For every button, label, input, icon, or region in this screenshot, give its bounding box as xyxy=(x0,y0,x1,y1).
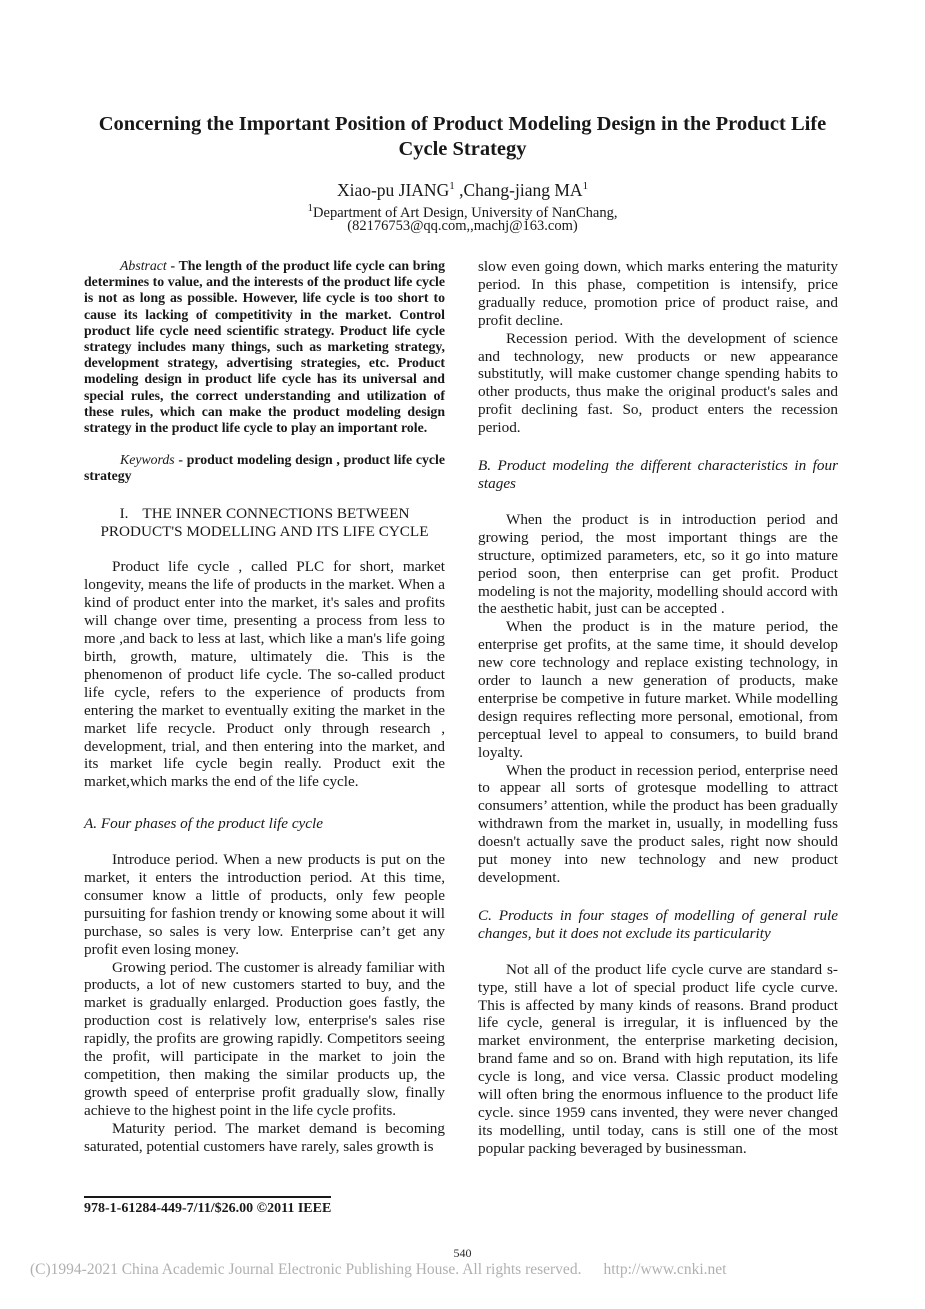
author-2: Chang-jiang MA xyxy=(463,179,583,200)
paragraph-life-cycle-curve: Not all of the product life cycle curve are standard s-type, still have a lot of special product life cycle curve. This is affected by many kinds of reasons. Brand product life cycle, general is irregular, it is influenced by the market environment, the enterprise marketing decision, brand fame and so on. Brand with high reputation, its life cycle is long, and vice versa. Classic product modeling will often bring the enormous influence to the product life cycle. since 1959 cans invented, they were never changed its modelling, until today, cans is still one of the most popular packing beveraged by businessman. xyxy=(478,960,838,1157)
subsection-b-heading: B. Product modeling the different characteristics in four stages xyxy=(478,457,838,492)
keywords-paragraph xyxy=(84,452,445,484)
intro-paragraph: Product life cycle , called PLC for short, market longevity, means the life of products in the market. When a kind of product enter into the market, it's sales and profits will change over time, presenting a process from less to more ,and back to less at last, which like a man's life going birth, growth, mature, ultimately die. This is the phenomenon of product life cycle. The so-called product life cycle, refers to the experience of products from entering the market to eventually exiting the market in the market life recycle. Product only through research , development, trial, and then entering into the market, and its market life cycle begin really. Product exit the market,which marks the end of the life cycle. xyxy=(84,558,445,791)
paper-title: Concerning the Important Position of Product Modeling Design in the Product Life Cycle Strategy xyxy=(98,113,827,160)
section-1-heading-line1: I. THE INNER CONNECTIONS BETWEEN xyxy=(119,504,410,522)
author-separator: , xyxy=(454,179,464,200)
abstract-paragraph xyxy=(84,258,445,436)
page-number: 540 xyxy=(453,1246,472,1260)
watermark-url: http://www.cnki.net xyxy=(603,1261,727,1278)
keywords-dash: - xyxy=(174,452,187,468)
authors-line xyxy=(0,176,925,201)
paragraph-maturity-continuation: slow even going down, which marks entering the maturity period. In this phase, competition is intensify, price gradually reduce, promotion price of product raise, and profit decline. xyxy=(478,258,838,329)
author-1-superscript: 1 xyxy=(449,180,455,192)
contact-emails: (82176753@qq.com,,machj@163.com) xyxy=(347,218,578,234)
subsection-c-heading: C. Products in four stages of modelling of general rule changes, but it does not exclude its particularity xyxy=(478,906,838,942)
author-2-superscript: 1 xyxy=(582,180,589,192)
copyright-isbn-line: 978-1-61284-449-7/11/$26.00 ©2011 IEEE xyxy=(84,1201,332,1216)
section-1-heading xyxy=(84,505,445,541)
abstract-dash: - xyxy=(166,258,179,273)
paragraph-recession-modeling: When the product in recession period, enterprise need to appear all sorts of grotesque modelling to attract consumers’ attention, while the product has been gradually withdrawn from the market in, usually, in modelling fuss doesn't actually save the product sales, right now should put money into new technology and new product development. xyxy=(478,761,838,886)
paragraph-maturity-period: Maturity period. The market demand is becoming saturated, potential customers have rarely, sales growth is xyxy=(84,1119,445,1155)
keywords-label: Keywords xyxy=(120,452,175,468)
left-column xyxy=(84,258,445,1156)
right-column xyxy=(478,258,838,1158)
cnki-watermark xyxy=(30,1261,726,1279)
keywords-text: product modeling design , product life cycle strategy xyxy=(84,452,446,484)
affiliation-superscript: 1 xyxy=(307,202,314,214)
paragraph-introduce-period: Introduce period. When a new products is put on the market, it enters the introduction period. At this time, consumer know a little of products, only few people pursuiting for fashion trendy or knowing some about it will purchase, so sales is very low. Enterprise can’t get any profit even losing money. xyxy=(84,851,445,958)
abstract-text: The length of the product life cycle can bring determines to value, and the interests of the product life cycle is not as long as possible. However, life cycle is too short to cause its lacking of competitivity in the market. Control product life cycle need scientific strategy. Product life cycle strategy includes many things, such as marketing strategy, development strategy, advertising strategies, etc. Product modeling design in product life cycle has its universal and special rules, the correct understanding and utilization of these rules, which can make the product modeling design strategy in the product life cycle to play an important role. xyxy=(84,258,445,436)
paragraph-introduction-growing-modeling: When the product is in introduction period and growing period, the most important things are the structure, optimized parameters, etc, so it go into mature period soon, then enterprise can get profit. Product modeling is not the majority, modelling should accord with the aesthetic habit, just can be accepted . xyxy=(478,510,838,618)
author-1: Xiao-pu JIANG xyxy=(336,179,450,200)
paragraph-growing-period: Growing period. The customer is already familiar with products, a lot of new customers started to buy, and the market is gradually enlarged. Production goes fastly, the production cost is relatively low, enterprise's sales rise rapidly, the profits are growing rapidly. Competitors seeing the profit, will participate in the market to join the competition, then making the similar products up, the growth speed of enterprise profit gradually slow, finally achieve to the highest point in the life cycle profits. xyxy=(84,958,445,1119)
paragraph-recession-period: Recession period. With the development of science and technology, new products or new appearance substitutly, will make customer change spending habits to other products, thus make the original product's sales and profit declining fast. So, product enters the recession period. xyxy=(478,329,838,437)
footnote-divider xyxy=(84,1196,331,1198)
affiliation-text: Department of Art Design, University of NanChang, xyxy=(313,204,618,221)
abstract-label: Abstract xyxy=(120,258,167,273)
section-1-number: I. xyxy=(119,504,129,522)
subsection-a-heading: A. Four phases of the product life cycle xyxy=(84,815,324,833)
section-1-heading-line2: PRODUCT'S MODELLING AND ITS LIFE CYCLE xyxy=(100,522,429,540)
paragraph-mature-modeling: When the product is in the mature period, the enterprise get profits, at the same time, it should develop new core technology and replace existing technology, in order to launch a new generation of products, make enterprise be competive in future market. While modelling design requires reflecting more personal, emotional, from perceptual level to appeal to consumers, to build brand loyalty. xyxy=(478,618,838,761)
watermark-text: (C)1994-2021 China Academic Journal Electronic Publishing House. All rights reserved. xyxy=(30,1261,582,1278)
